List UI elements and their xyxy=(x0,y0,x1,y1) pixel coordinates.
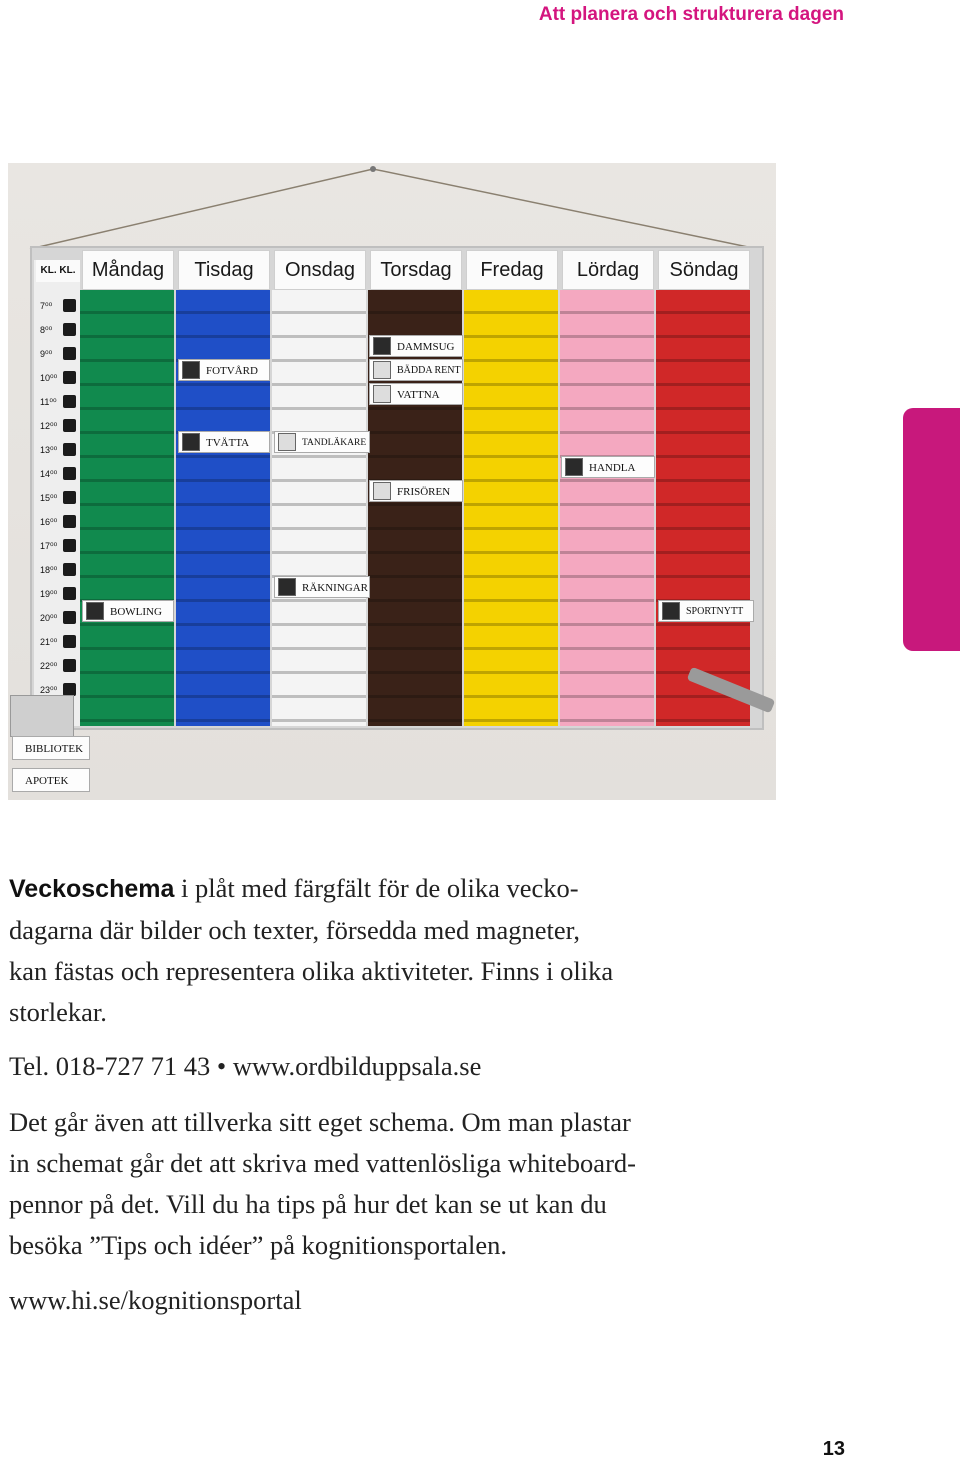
day-header: Torsdag xyxy=(370,250,462,290)
day-column-mandag xyxy=(80,248,174,726)
hour-label: 7⁰⁰ xyxy=(36,296,80,316)
activity-card: FRISÖREN xyxy=(369,480,463,502)
dentist-icon xyxy=(278,433,296,451)
activity-card: BÄDDA RENT xyxy=(369,359,463,381)
day-column-onsdag xyxy=(272,248,366,726)
activity-card: BOWLING xyxy=(82,600,174,622)
portal-link[interactable]: www.hi.se/kognitionsportal xyxy=(9,1285,302,1315)
day-column-tisdag xyxy=(176,248,270,726)
activity-card: SPORTNYTT xyxy=(658,600,754,622)
hour-label: 13⁰⁰ xyxy=(36,440,80,460)
clock-icon xyxy=(63,515,76,528)
vacuum-icon xyxy=(373,337,391,355)
day-field xyxy=(560,290,654,726)
clock-icon xyxy=(63,635,76,648)
clock-icon xyxy=(63,563,76,576)
plant-icon xyxy=(373,385,391,403)
clock-icon xyxy=(63,539,76,552)
hour-label: 9⁰⁰ xyxy=(36,344,80,364)
day-column-lordag xyxy=(560,248,654,726)
activity-card: DAMMSUG xyxy=(369,335,463,357)
activity-card: TVÄTTA xyxy=(178,431,270,453)
running-header: Att planera och strukturera dagen xyxy=(538,4,844,25)
chapter-tab xyxy=(903,408,960,651)
hour-label: 20⁰⁰ xyxy=(36,608,80,628)
lead-term: Veckoschema xyxy=(9,875,175,903)
hour-label: 16⁰⁰ xyxy=(36,512,80,532)
day-field xyxy=(176,290,270,726)
day-header: Lördag xyxy=(562,250,654,290)
clock-icon xyxy=(63,323,76,336)
spare-card: BIBLIOTEK xyxy=(12,736,90,760)
foot-icon xyxy=(182,361,200,379)
weekly-schedule-photo xyxy=(8,163,776,800)
clock-icon xyxy=(63,371,76,384)
clock-icon xyxy=(63,419,76,432)
page-number: 13 xyxy=(822,1438,845,1460)
hour-label: 23⁰⁰ xyxy=(36,680,80,700)
day-field xyxy=(272,290,366,726)
hour-column xyxy=(34,260,80,726)
day-column-sondag xyxy=(656,248,750,726)
clock-icon xyxy=(63,491,76,504)
bowling-icon xyxy=(86,602,104,620)
activity-card: VATTNA xyxy=(369,383,463,405)
tips-paragraph: Det går även att tillverka sitt eget schema. Om man plastar in schemat går det att skriva med vattenlösliga whiteboard- pennor på det. Vill du ha tips på hur det kan se ut kan du besöka ”Tips och idéer” på kognitionsportalen. xyxy=(9,1107,636,1260)
hour-label: 11⁰⁰ xyxy=(36,392,80,412)
day-field xyxy=(464,290,558,726)
tv-icon xyxy=(662,602,680,620)
card-holder xyxy=(10,695,74,737)
hour-label: 15⁰⁰ xyxy=(36,488,80,508)
activity-card: HANDLA xyxy=(561,456,655,478)
hour-label: 8⁰⁰ xyxy=(36,320,80,340)
clock-icon xyxy=(63,467,76,480)
bed-icon xyxy=(373,361,391,379)
day-header: Måndag xyxy=(82,250,174,290)
hour-label: 22⁰⁰ xyxy=(36,656,80,676)
contact-line: Tel. 018-727 71 43 • www.ordbilduppsala.se xyxy=(9,1051,482,1081)
day-header: Fredag xyxy=(466,250,558,290)
clock-icon xyxy=(63,395,76,408)
day-header: Söndag xyxy=(658,250,750,290)
clock-icon xyxy=(63,611,76,624)
hour-label: 18⁰⁰ xyxy=(36,560,80,580)
clock-icon xyxy=(63,347,76,360)
hour-label: 19⁰⁰ xyxy=(36,584,80,604)
clock-icon xyxy=(63,587,76,600)
clock-icon xyxy=(63,443,76,456)
shopping-icon xyxy=(565,458,583,476)
hour-label: 21⁰⁰ xyxy=(36,632,80,652)
activity-card: RÄKNINGAR xyxy=(274,576,370,598)
hour-label: 17⁰⁰ xyxy=(36,536,80,556)
day-header: Tisdag xyxy=(178,250,270,290)
hour-label: 14⁰⁰ xyxy=(36,464,80,484)
hour-label: 10⁰⁰ xyxy=(36,368,80,388)
day-field xyxy=(656,290,750,726)
schedule-board xyxy=(30,246,764,730)
clock-icon xyxy=(63,299,76,312)
day-field xyxy=(80,290,174,726)
spare-card: APOTEK xyxy=(12,768,90,792)
kl-header: KL. KL. xyxy=(36,260,80,282)
envelope-icon xyxy=(278,578,296,596)
hairdresser-icon xyxy=(373,482,391,500)
day-column-fredag xyxy=(464,248,558,726)
hour-label: 12⁰⁰ xyxy=(36,416,80,436)
washing-machine-icon xyxy=(182,433,200,451)
activity-card: TANDLÄKARE xyxy=(274,431,370,453)
day-header: Onsdag xyxy=(274,250,366,290)
activity-card: FOTVÅRD xyxy=(178,359,270,381)
description-paragraph: Veckoschema i plåt med färgfält för de olika vecko- dagarna där bilder och texter, försedda med magneter, kan fästas och representera olika aktiviteter. Finns i olika storlekar. xyxy=(9,873,614,1027)
clock-icon xyxy=(63,659,76,672)
